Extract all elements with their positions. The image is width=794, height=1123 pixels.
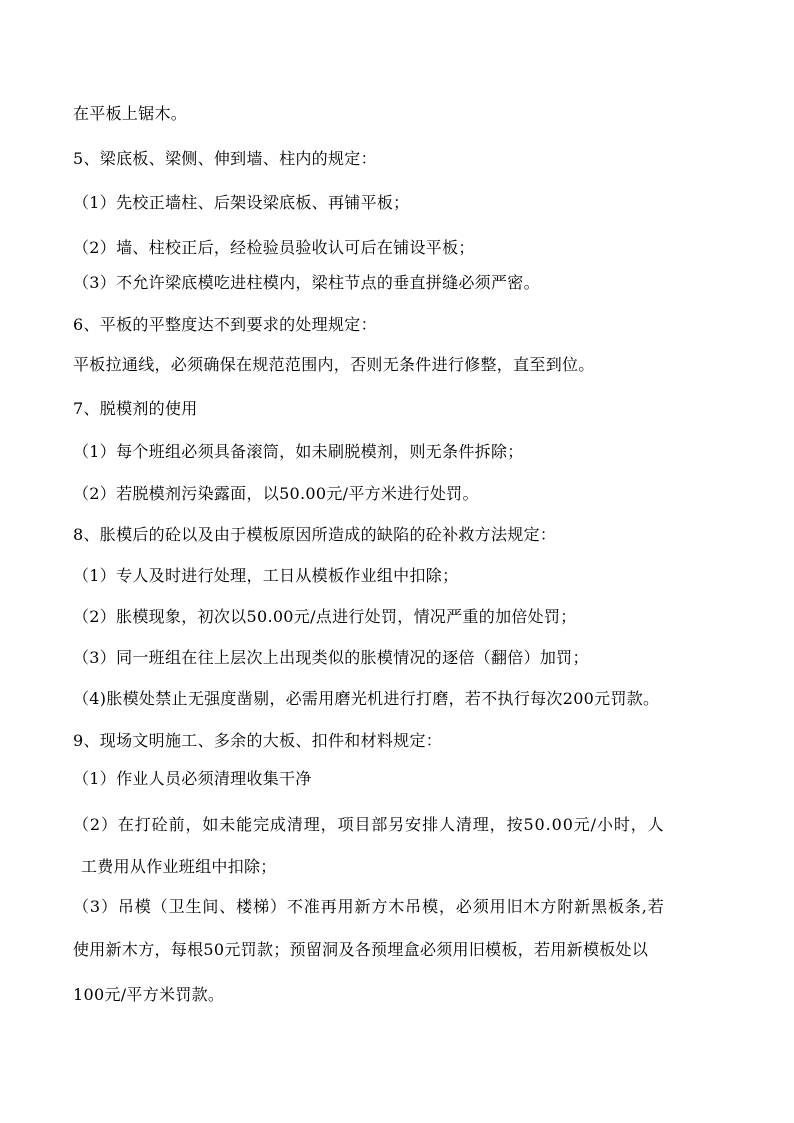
- text-line: 在平板上锯木。: [73, 104, 188, 123]
- list-item: （2）胀模现象，初次以50.00元/点进行处罚，情况严重的加倍处罚；: [73, 607, 577, 626]
- text-line: 平板拉通线，必须确保在规范范围内，否则无条件进行修整，直至到位。: [73, 355, 595, 374]
- list-item: （2）墙、柱校正后，经检验员验收认可后在铺设平板；: [73, 238, 475, 257]
- list-item-continuation: 100元/平方米罚款。: [73, 985, 225, 1004]
- list-item: （2）若脱模剂污染露面，以50.00元/平方米进行处罚。: [73, 484, 479, 503]
- list-item: （1）作业人员必须清理收集干净: [73, 769, 312, 788]
- list-item: （3）不允许梁底模吃进柱模内，梁柱节点的垂直拼缝必须严密。: [73, 273, 540, 292]
- list-item-continuation: 工费用从作业班组中扣除；: [81, 857, 277, 876]
- list-item: （2）在打砼前，如未能完成清理，项目部另安排人清理，按50.00元/小时，人: [73, 815, 665, 834]
- section-heading: 5、梁底板、梁侧、伸到墙、柱内的规定：: [73, 149, 377, 168]
- list-item: （3）同一班组在往上层次上出现类似的胀模情况的逐倍（翻倍）加罚；: [73, 648, 589, 667]
- list-item: （4)胀模处禁止无强度凿剔，必需用磨光机进行打磨，若不执行每次200元罚款。: [73, 689, 660, 708]
- list-item: （1）先校正墙柱、后架设梁底板、再铺平板；: [73, 193, 410, 212]
- section-heading: 8、胀模后的砼以及由于模板原因所造成的缺陷的砼补救方法规定：: [73, 525, 557, 544]
- section-heading: 6、平板的平整度达不到要求的处理规定：: [73, 315, 377, 334]
- list-item: （1）每个班组必须具备滚筒，如未刷脱模剂，则无条件拆除；: [73, 442, 524, 461]
- list-item: （3）吊模（卫生间、楼梯）不准再用新方木吊模，必须用旧木方附新黑板条,若: [73, 897, 665, 916]
- list-item: （1）专人及时进行处理，工日从模板作业组中扣除；: [73, 566, 459, 585]
- section-heading: 9、现场文明施工、多余的大板、扣件和材料规定：: [73, 731, 443, 750]
- section-heading: 7、脱模剂的使用: [73, 399, 198, 418]
- list-item-continuation: 使用新木方，每根50元罚款；预留洞及各预埋盒必须用旧模板，若用新模板处以: [73, 940, 649, 959]
